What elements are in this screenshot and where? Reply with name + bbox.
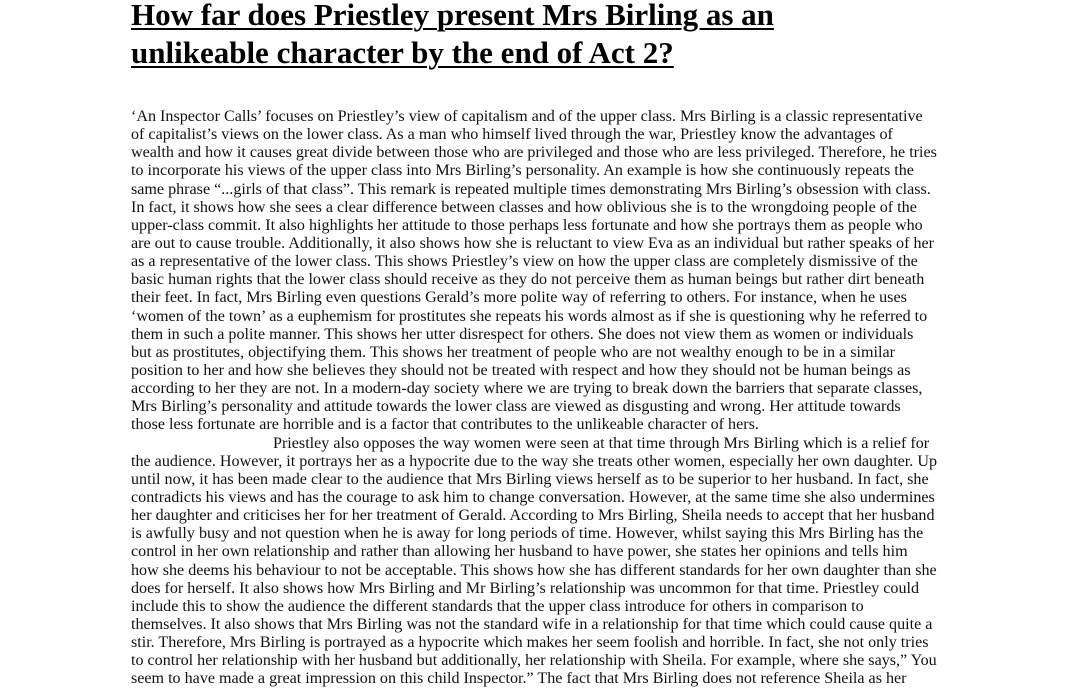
text-line: ‘women of the town’ as a euphemism for prostitutes she repeats his words almost as if she is questioning why he referred to <box>131 307 928 325</box>
text-line: as a representative of the lower class. This shows Priestley’s view on how the upper class are completely dismissive of the <box>131 253 918 271</box>
text-line: the audience. However, it portrays her as a hypocrite due to the way she treats other women, especially her own daughter. Up <box>131 452 937 470</box>
text-line: those less fortunate are horrible and is a factor that contributes to the unlikeable character of hers. <box>131 416 759 434</box>
text-line: seem to have made a great impression on this child Inspector.” The fact that Mrs Birling does not reference Sheila as her <box>131 670 907 688</box>
text-line: until now, it has been made clear to the audience that Mrs Birling views herself as to be superior to her husband. In fact, she <box>131 470 929 488</box>
text-line: include this to show the audience the different standards that the upper class introduce for others in comparison to <box>131 597 864 615</box>
text-line: In fact, it shows how she sees a clear difference between classes and how oblivious she is to the wrongdoing people of the <box>131 198 917 216</box>
text-line: their feet. In fact, Mrs Birling even questions Gerald’s more polite way of referring to others. For instance, when he uses <box>131 289 907 307</box>
text-line: upper-class commit. It also highlights her attitude to those perhaps less fortunate and how she portrays them as people who <box>131 216 923 234</box>
title-line-1: How far does Priestley present Mrs Birling as an <box>131 0 774 32</box>
text-line: is awfully busy and not question when he is away for long periods of time. However, whilst saying this Mrs Birling has the <box>131 525 924 543</box>
text-line: stir. Therefore, Mrs Birling is portrayed as a hypocrite which makes her seem foolish and horrible. In fact, she not only tries <box>131 634 929 652</box>
title-line-2: unlikeable character by the end of Act 2? <box>131 35 674 70</box>
text-line: position to her and how she believes they should not be treated with respect and how they should not be human beings as <box>131 361 911 379</box>
text-line: Mrs Birling’s personality and attitude towards the lower class are viewed as disgusting and wrong. Her attitude towards <box>131 398 901 416</box>
text-line: control in her own relationship and rather than allowing her husband to have power, she states her opinions and tells him <box>131 543 908 561</box>
text-line: are out to cause trouble. Additionally, it also shows how she is reluctant to view Eva as an individual but rather speaks of her <box>131 234 935 252</box>
paragraph-start-line: Priestley also opposes the way women were seen at that time through Mrs Birling which is a relief for <box>273 434 930 452</box>
text-line: ‘An Inspector Calls’ focuses on Priestley’s view of capitalism and of the upper class. Mrs Birling is a classic representative <box>131 108 923 125</box>
text-line: of capitalist’s views on the lower class. As a man who himself lived through the war, Priestley know the advantages of <box>131 126 893 144</box>
text-line: wealth and how it causes great divide between those who are privileged and those who are less privileged. Therefore, he tries <box>131 144 937 162</box>
text-line: her daughter and criticises her for her treatment of Gerald. According to Mrs Birling, Sheila needs to accept that her husband <box>131 507 935 525</box>
text-line: but as prostitutes, objectifying them. This shows her treatment of people who are not wealthy enough to be in a similar <box>131 343 895 361</box>
text-line: according to her they are not. In a modern-day society where we are trying to break down the barriers that separate classes, <box>131 380 923 398</box>
text-line: to incorporate his views of the upper class into Mrs Birling’s personality. An example is how she continuously repeats the <box>131 162 914 180</box>
text-line: themselves. It also shows that Mrs Birling was not the standard wife in a relationship for that time which could cause quite a <box>131 615 933 633</box>
text-line: basic human rights that the lower class should receive as they do not perceive them as human beings but rather dirt beneath <box>131 271 925 289</box>
text-line: contradicts his views and has the courage to ask him to change conversation. However, at the same time she also undermines <box>131 488 935 506</box>
text-line: does for herself. It also shows how Mrs Birling and Mr Birling’s relationship was uncommon for that time. Priestley could <box>131 579 920 597</box>
essay-body <box>131 108 953 689</box>
text-line: how she deems his behaviour to not be acceptable. This shows how she has different standards for her own daughter than she <box>131 561 937 579</box>
text-line: to control her relationship with her husband but additionally, her relationship with Sheila. For example, where she says,” You <box>131 652 937 670</box>
text-line: same phrase “...girls of that class”. This remark is repeated multiple times demonstrating Mrs Birling’s obsession with class. <box>131 180 931 198</box>
text-line: them in such a polite manner. This shows her utter disrespect for others. She does not view them as women or individuals <box>131 325 914 343</box>
document-title <box>131 0 971 72</box>
